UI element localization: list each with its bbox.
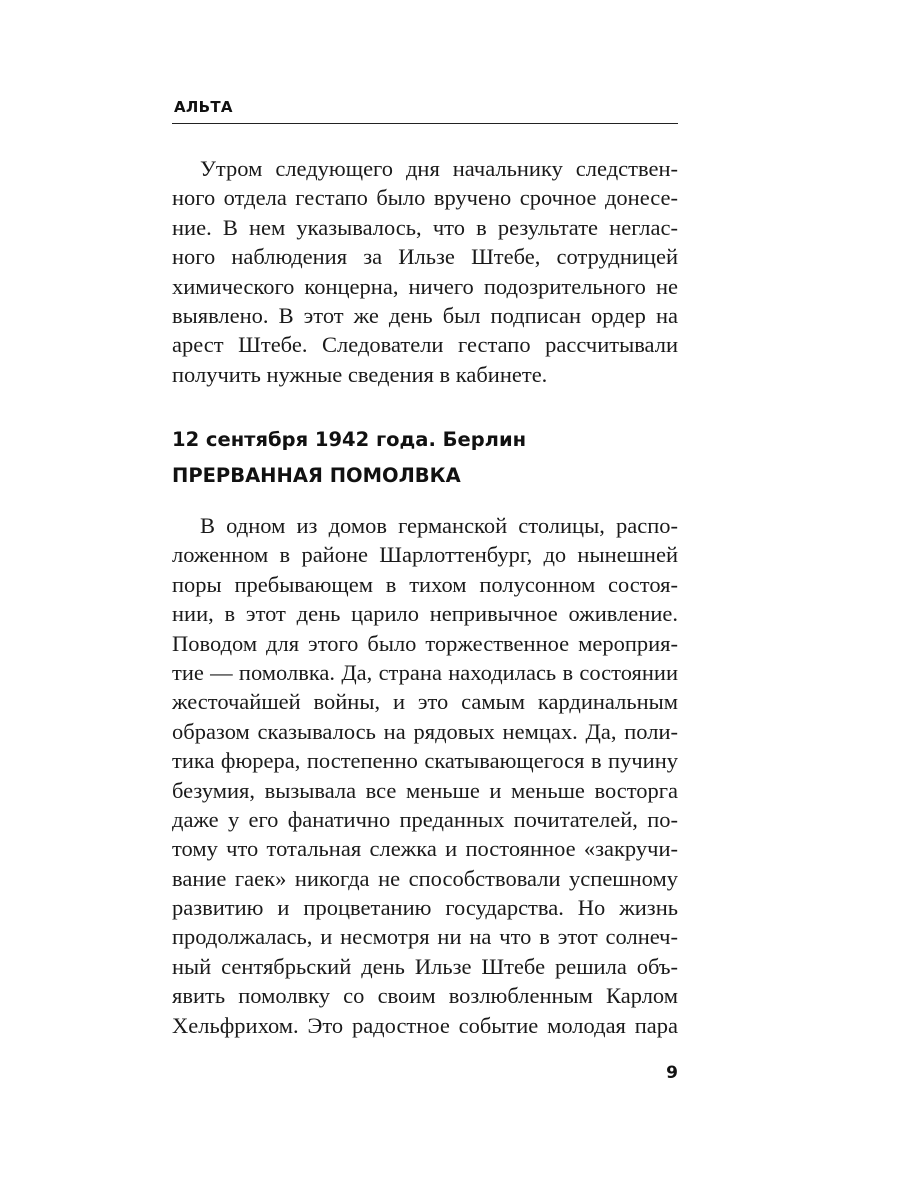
text-line: ние. В нем указывалось, что в результате неглас-: [172, 214, 678, 240]
text-line: даже у его фанатично преданных почитателей, по-: [172, 806, 678, 832]
paragraph-2: [172, 511, 678, 1040]
text-line: химического концерна, ничего подозрительного не: [172, 273, 678, 299]
text-line: арест Штебе. Следователи гестапо рассчитывали: [172, 332, 678, 358]
text-line: ложенном в районе Шарлоттенбург, до нынешней: [172, 542, 678, 568]
text-line: образом сказывалось на рядовых немцах. Да, поли-: [172, 718, 678, 744]
text-line: тика фюрера, постепенно скатывающегося в пучину: [172, 748, 678, 774]
text-line: продолжалась, и несмотря ни на что в этот солнеч-: [172, 924, 678, 950]
text-line: безумия, вызывала все меньше и меньше восторга: [172, 777, 678, 803]
text-line: вание гаек» никогда не способствовали успешному: [172, 865, 678, 891]
text-line: Утром следующего дня начальнику следствен-: [200, 156, 678, 181]
paragraph-1: [172, 154, 678, 389]
text-line: ный сентябрьский день Ильзе Штебе решила объ-: [172, 953, 678, 979]
text-line: жесточайшей войны, и это самым кардинальным: [172, 689, 678, 715]
page-number: 9: [666, 1063, 678, 1083]
text-line: Поводом для этого было торжественное мероприя-: [172, 630, 678, 656]
text-line: ного наблюдения за Ильзе Штебе, сотрудницей: [172, 244, 678, 270]
text-line: поры пребывающем в тихом полусонном состоя-: [172, 571, 678, 597]
section-title: ПРЕРВАННАЯ ПОМОЛВКА: [172, 464, 461, 487]
text-line: В одном из домов германской столицы, распо-: [200, 513, 678, 538]
text-line: нии, в этот день царило непривычное оживление.: [172, 601, 678, 627]
text-line: явить помолвку со своим возлюбленным Карлом: [172, 983, 678, 1009]
text-line: выявлено. В этот же день был подписан ордер на: [172, 302, 678, 328]
text-line: ного отдела гестапо было вручено срочное донесе-: [172, 185, 678, 211]
text-line: развитию и процветанию государства. Но жизнь: [172, 895, 678, 921]
header-rule: [172, 123, 678, 124]
text-line: получить нужные сведения в кабинете.: [172, 361, 548, 387]
text-line: тие — помолвка. Да, страна находилась в состоянии: [172, 659, 678, 685]
running-head: АЛЬТА: [174, 98, 233, 116]
text-line: Хельфрихом. Это радостное событие молодая пара: [172, 1012, 678, 1038]
section-date-place: 12 сентября 1942 года. Берлин: [172, 428, 527, 451]
text-line: тому что тотальная слежка и постоянное «закручи-: [172, 836, 678, 862]
